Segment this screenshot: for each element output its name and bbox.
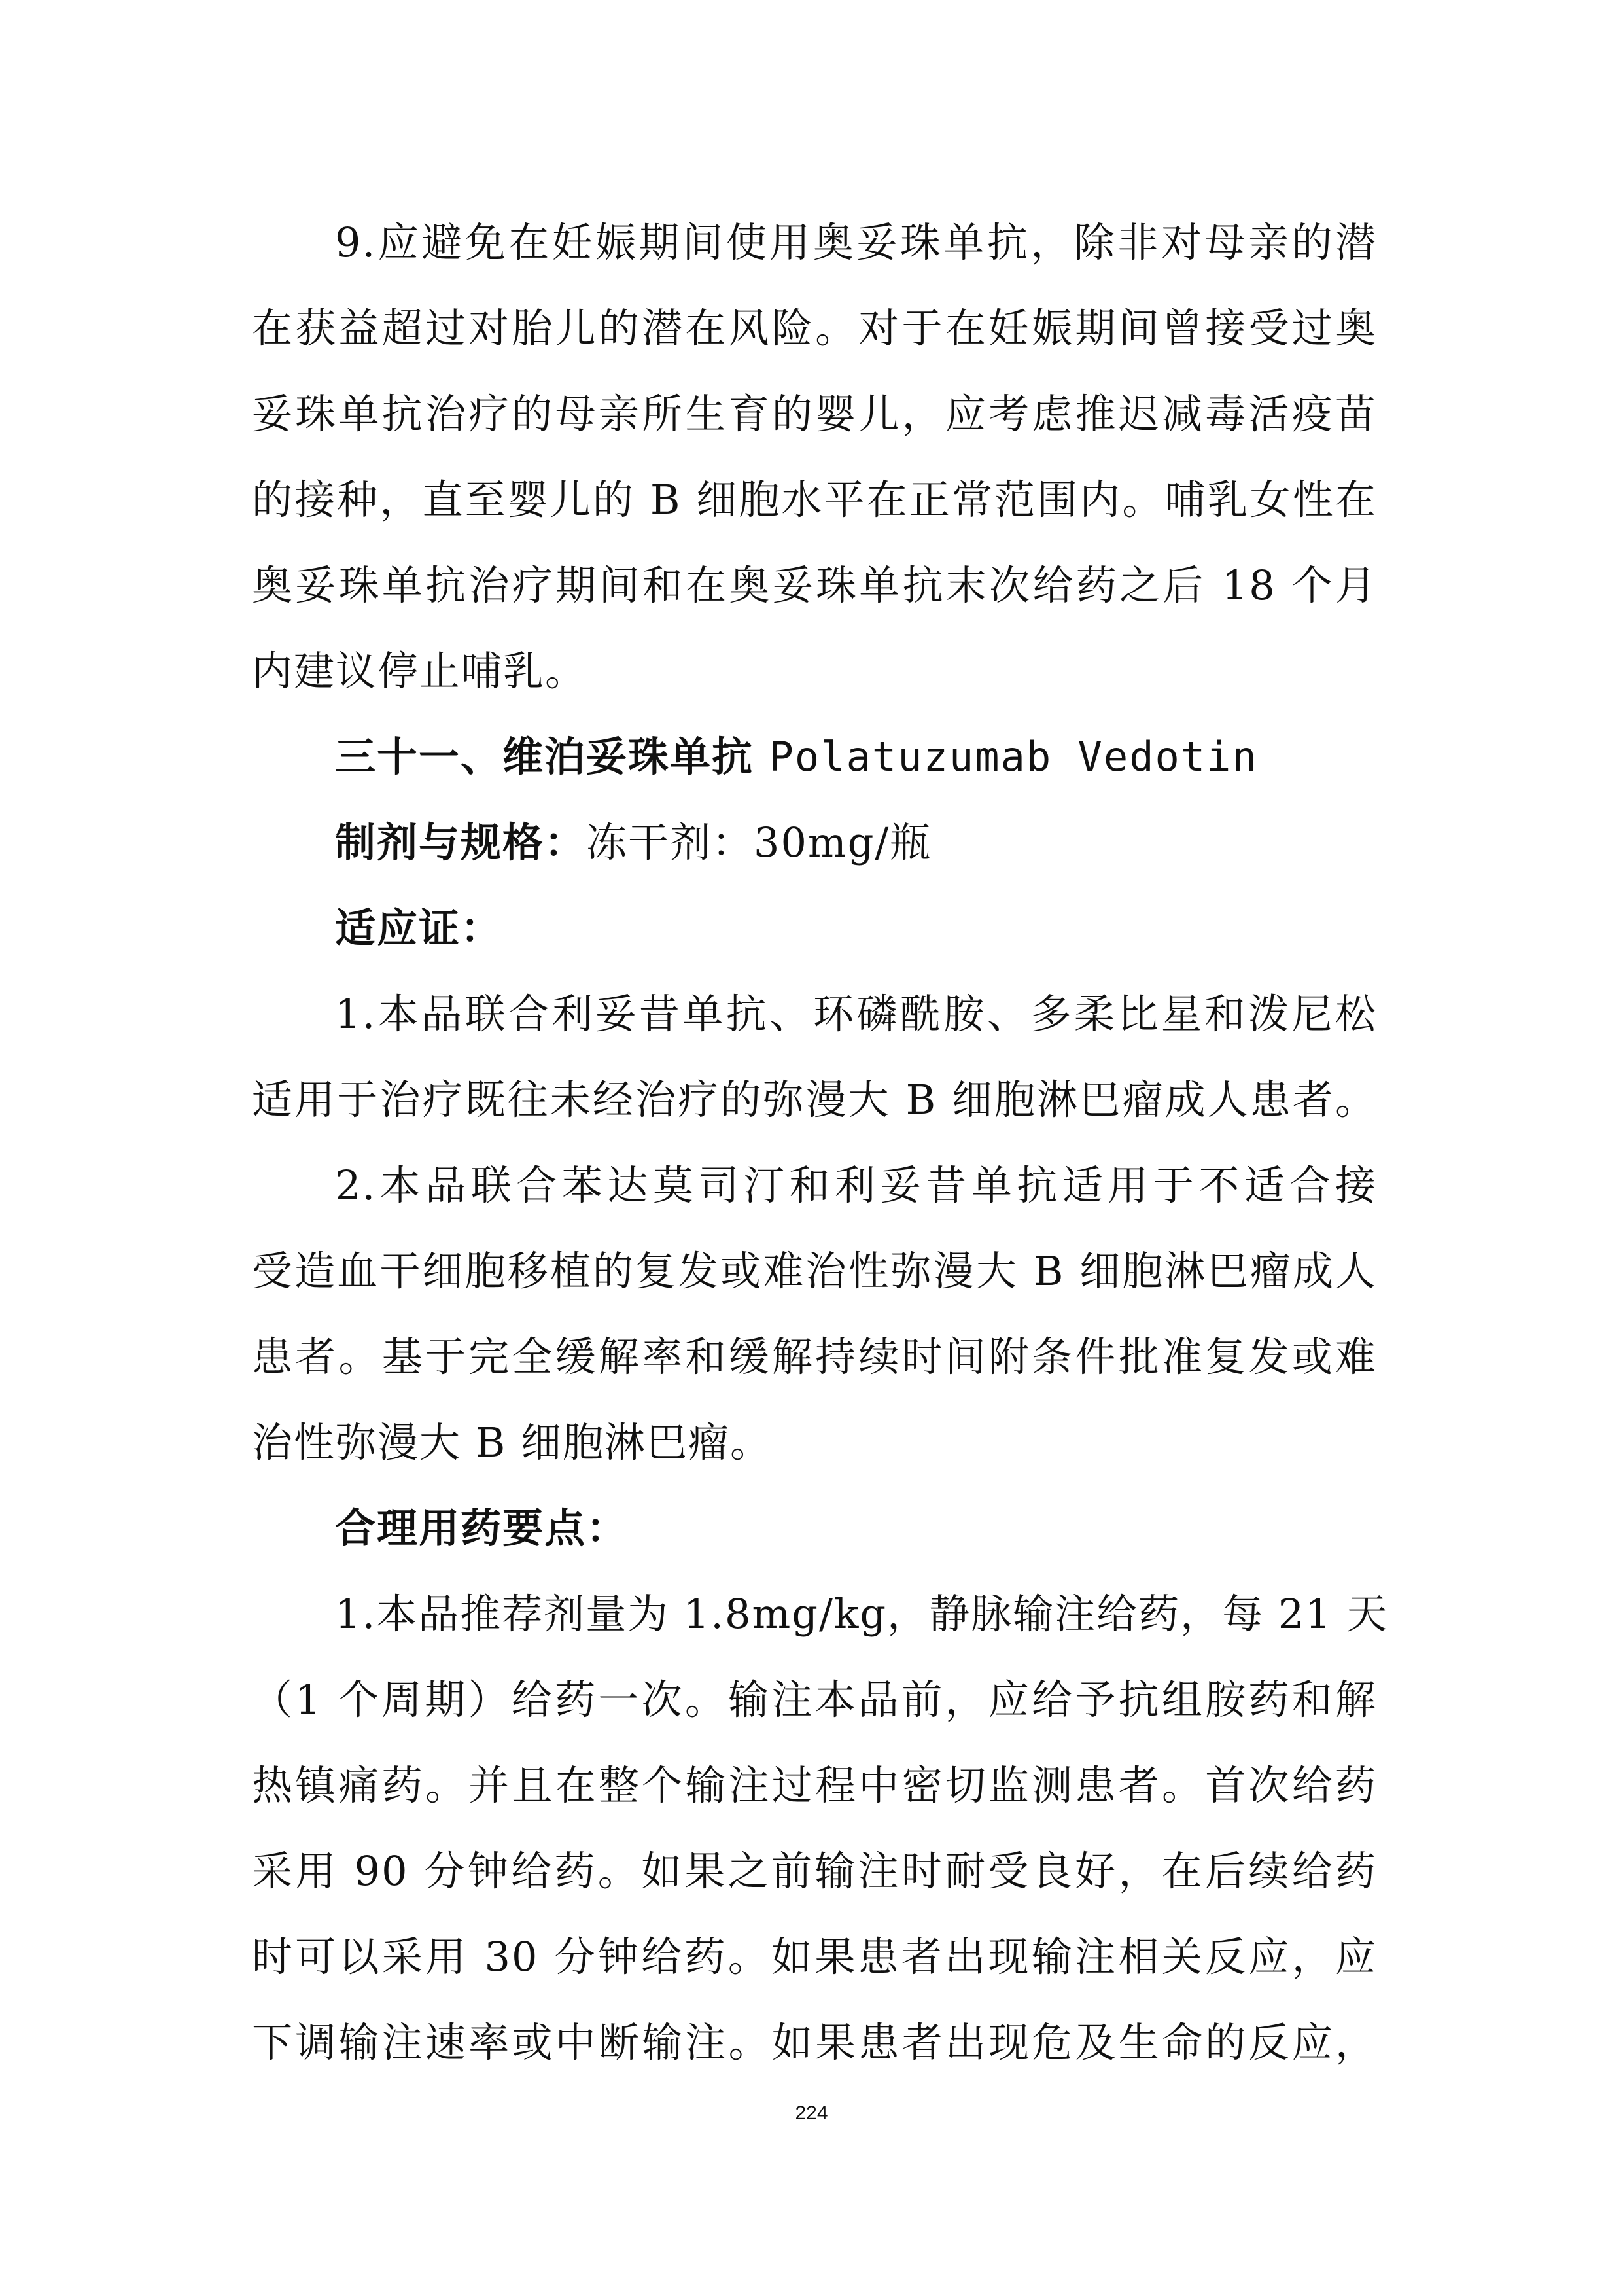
spec-line [335, 817, 932, 869]
paragraph-line: 在获益超过对胎儿的潜在风险。对于在妊娠期间曾接受过奥 [252, 304, 1377, 352]
paragraph-line: 1.本品联合利妥昔单抗、环磷酰胺、多柔比星和泼尼松 [335, 990, 1377, 1038]
paragraph-line: 9.应避免在妊娠期间使用奥妥珠单抗，除非对母亲的潜 [335, 219, 1377, 266]
drug-heading [335, 731, 1258, 783]
paragraph-line: 下调输注速率或中断输注。如果患者出现危及生命的反应， [252, 2019, 1377, 2066]
paragraph-line: 内建议停止哺乳。 [252, 647, 587, 695]
paragraph-line: 妥珠单抗治疗的母亲所生育的婴儿，应考虑推迟减毒活疫苗 [252, 390, 1377, 438]
paragraph-line: 2.本品联合苯达莫司汀和利妥昔单抗适用于不适合接 [335, 1161, 1377, 1209]
drug-heading-en: Polatuzumab Vedotin [769, 733, 1258, 781]
paragraph-line: 治性弥漫大 B 细胞淋巴瘤。 [252, 1419, 772, 1466]
page-number: 224 [795, 2102, 828, 2124]
paragraph-line: （1 个周期）给药一次。输注本品前，应给予抗组胺药和解 [252, 1676, 1377, 1723]
drug-heading-cn: 三十一、维泊妥珠单抗 [335, 733, 754, 781]
paragraph-line: 热镇痛药。并且在整个输注过程中密切监测患者。首次给药 [252, 1761, 1377, 1809]
indication-label: 适应证： [335, 904, 503, 952]
paragraph-line: 患者。基于完全缓解率和缓解持续时间附条件批准复发或难 [252, 1333, 1377, 1381]
paragraph-line: 1.本品推荐剂量为 1.8mg/kg，静脉输注给药，每 21 天 [335, 1590, 1389, 1638]
paragraph-line: 时可以采用 30 分钟给药。如果患者出现输注相关反应，应 [252, 1933, 1377, 1981]
paragraph-line: 的接种，直至婴儿的 B 细胞水平在正常范围内。哺乳女性在 [252, 476, 1377, 523]
paragraph-line: 奥妥珠单抗治疗期间和在奥妥珠单抗末次给药之后 18 个月 [252, 561, 1377, 609]
usage-label: 合理用药要点： [335, 1504, 629, 1552]
paragraph-line: 采用 90 分钟给药。如果之前输注时耐受良好，在后续给药 [252, 1847, 1377, 1895]
spec-label: 制剂与规格： [335, 819, 587, 866]
spec-value: 冻干剂：30mg/瓶 [586, 819, 932, 866]
paragraph-line: 适用于治疗既往未经治疗的弥漫大 B 细胞淋巴瘤成人患者。 [252, 1076, 1377, 1123]
paragraph-line: 受造血干细胞移植的复发或难治性弥漫大 B 细胞淋巴瘤成人 [252, 1247, 1377, 1295]
